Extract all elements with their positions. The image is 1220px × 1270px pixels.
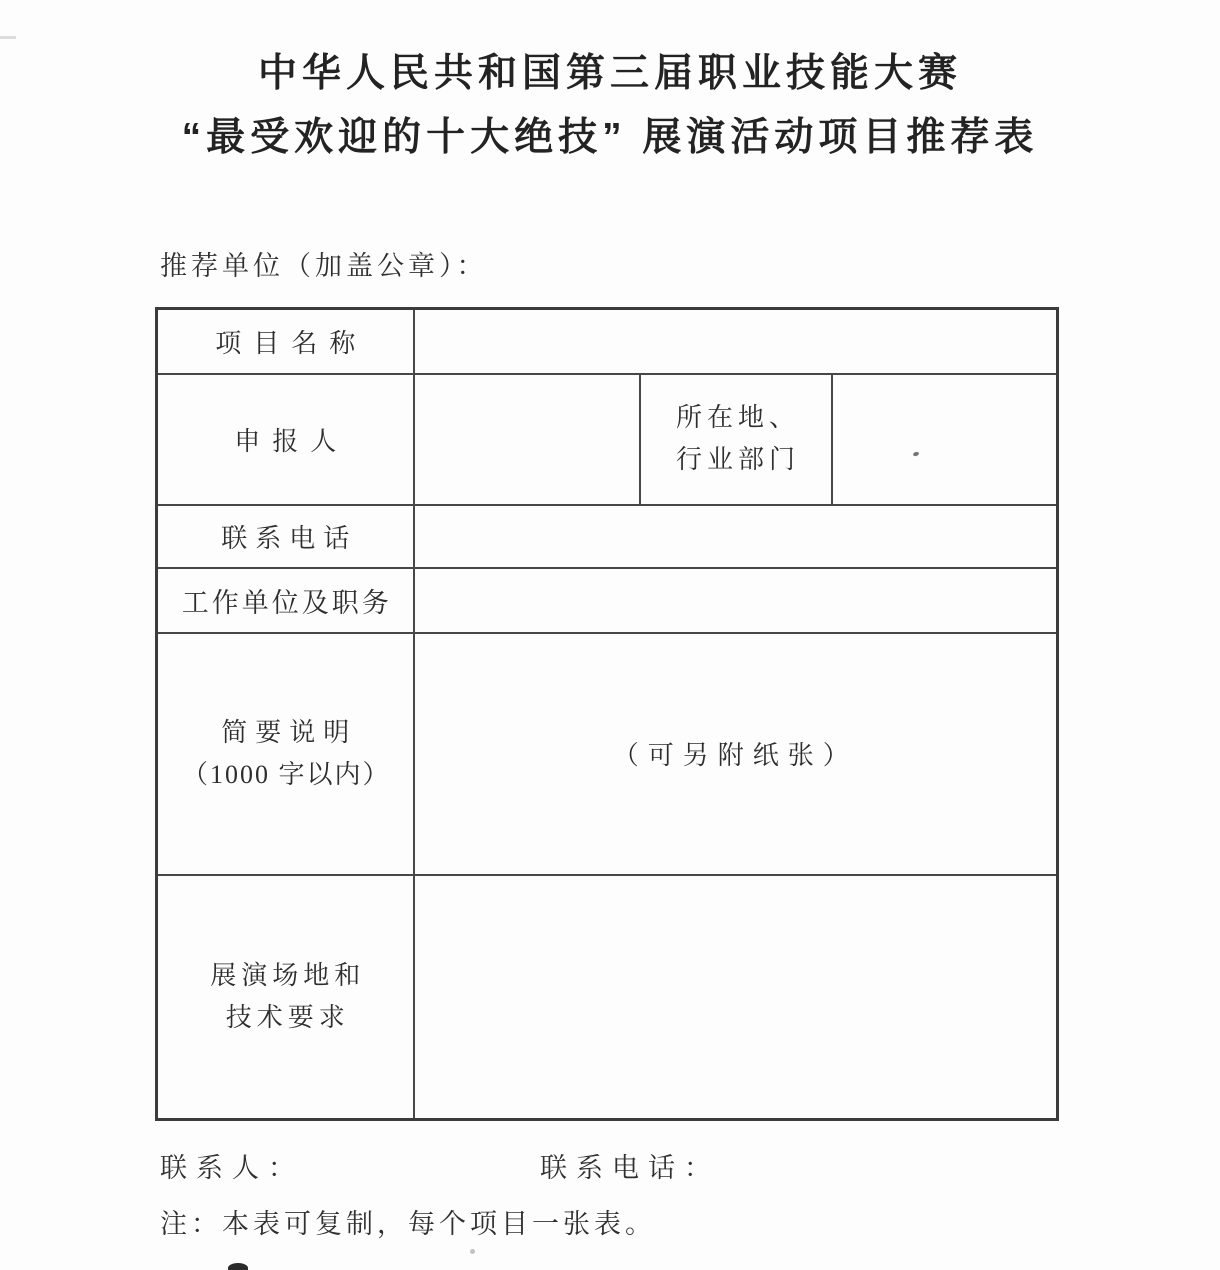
- venue-label-line-2: 技术要求: [225, 1002, 350, 1032]
- row-brief-description: [157, 633, 1058, 875]
- applicant-label: 申报人: [157, 374, 414, 505]
- location-label: [640, 374, 832, 505]
- project-name-label: 项目名称: [157, 309, 414, 374]
- scan-artifact-blob: [228, 1263, 248, 1270]
- contact-phone-field[interactable]: [414, 505, 1058, 568]
- row-venue-requirements: [157, 875, 1058, 1120]
- work-unit-label: 工作单位及职务: [157, 568, 414, 633]
- row-project-name: [157, 309, 1058, 374]
- row-applicant: [157, 374, 1058, 505]
- attach-paper-hint: （可另附纸张）: [612, 741, 858, 770]
- title-line-2: “最受欢迎的十大绝技” 展演活动项目推荐表: [181, 116, 1039, 159]
- brief-description-label-line-2: （1000 字以内）: [181, 759, 391, 789]
- scan-artifact-speck: [470, 1249, 475, 1254]
- row-work-unit: [157, 568, 1058, 633]
- venue-requirements-field[interactable]: [414, 875, 1058, 1120]
- footer-contact-phone-label: 联系电话：: [540, 1153, 720, 1183]
- brief-description-field[interactable]: [414, 633, 1058, 875]
- location-field[interactable]: [832, 374, 1058, 505]
- location-label-line-1: 所在地、: [675, 403, 800, 432]
- venue-requirements-label: [157, 875, 414, 1120]
- scan-artifact-dash: [0, 36, 16, 39]
- location-label-line-2: 行业部门: [675, 445, 800, 474]
- work-unit-field[interactable]: [414, 568, 1058, 633]
- contact-phone-label: 联系电话: [157, 505, 414, 568]
- recommendation-form-table: [155, 307, 1059, 1121]
- footer-note: 注：本表可复制，每个项目一张表。: [160, 1209, 656, 1239]
- project-name-field[interactable]: [414, 309, 1058, 374]
- title-line-1: 中华人民共和国第三届职业技能大赛: [257, 52, 962, 95]
- brief-description-label-line-1: 简要说明: [221, 717, 358, 747]
- document-title: [0, 42, 1220, 170]
- applicant-field[interactable]: [414, 374, 640, 505]
- venue-label-line-1: 展演场地和: [210, 960, 366, 990]
- recommending-unit-label: 推荐单位（加盖公章）：: [160, 251, 488, 281]
- row-contact-phone: [157, 505, 1058, 568]
- footer-contact-person-label: 联系人：: [160, 1153, 304, 1183]
- brief-description-label: [157, 633, 414, 875]
